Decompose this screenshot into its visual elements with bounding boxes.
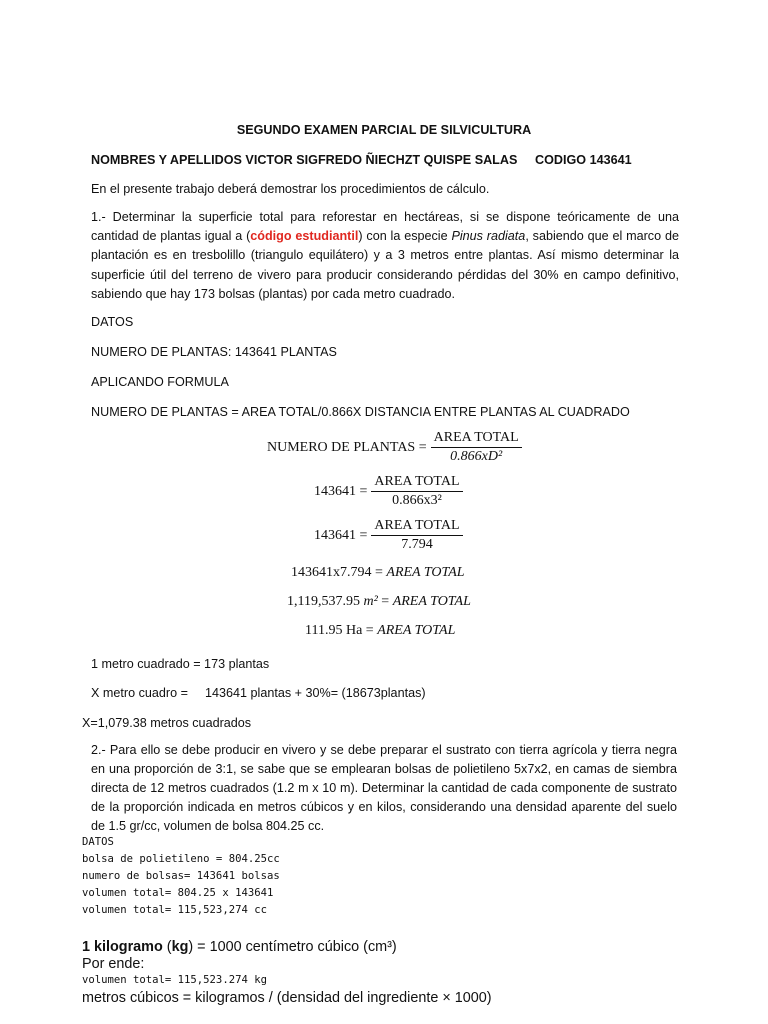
eq6-rhs: AREA TOTAL [377, 623, 456, 638]
datos2-line-1: DATOS [82, 836, 114, 848]
datos2-line-4: volumen total= 804.25 x 143641 [82, 887, 274, 899]
eq2-denominator: 0.866x3² [392, 493, 442, 508]
final-formula: metros cúbicos = kilogramos / (densidad del ingrediente × 1000) [82, 990, 492, 1006]
equation-6 [305, 623, 455, 639]
eq4-lhs: 143641x7.794 = [291, 565, 383, 580]
eq1-numerator: AREA TOTAL [431, 430, 522, 448]
equation-5 [287, 594, 471, 610]
metro-cuadrado: 1 metro cuadrado = 173 plantas [91, 657, 270, 671]
x-metro-value: 143641 plantas + 30%= (18673plantas) [205, 686, 426, 700]
equation-1 [267, 430, 522, 465]
eq1-fraction [431, 430, 522, 465]
eq5-rhs: AREA TOTAL [392, 594, 471, 609]
eq3-denominator: 7.794 [401, 537, 433, 552]
eq5-unit: m² [363, 594, 378, 609]
student-name: NOMBRES Y APELLIDOS VICTOR SIGFREDO ÑIECHZT QUISPE SALAS [91, 153, 518, 167]
datos2-line-5: volumen total= 115,523,274 cc [82, 904, 267, 916]
datos2-line-3: numero de bolsas= 143641 bolsas [82, 870, 280, 882]
kg-bold-1: 1 kilogramo [82, 939, 163, 955]
eq1-denominator: 0.866xD² [450, 449, 503, 464]
x-result: X=1,079.38 metros cuadrados [82, 716, 252, 730]
eq2-numerator: AREA TOTAL [371, 474, 462, 492]
exam-title: SEGUNDO EXAMEN PARCIAL DE SILVICULTURA [236, 123, 532, 137]
question-2: 2.- Para ello se debe producir en vivero y se debe preparar el sustrato con tierra agrícola y tierra negra en una proporción de 3:1, se sabe que se emplearan bolsas de polietileno 5x7x2, en camas de siembra directa de 12 metros cuadrados (1.2 m x 10 m). Determinar la cantidad de cada componente de sustrato de la proporción indicada en metros cúbicos y en kilos, considerando una densidad aparente del suelo de 1.5 gr/cc, volumen de bolsa 804.25 cc. [91, 743, 677, 833]
x-metro-label: X metro cuadro = [91, 686, 188, 700]
numero-plantas: NUMERO DE PLANTAS: 143641 PLANTAS [91, 345, 337, 359]
datos-heading: DATOS [91, 315, 134, 329]
kilogram-definition [82, 938, 397, 956]
eq5-lhs: 1,119,537.95 [287, 594, 360, 609]
student-code: CODIGO 143641 [535, 153, 632, 167]
eq5-equals: = [381, 594, 390, 609]
q1-highlight: código estudiantil [250, 229, 359, 244]
datos2-line-2: bolsa de polietileno = 804.25cc [82, 853, 280, 865]
eq2-lhs: 143641 = [314, 483, 368, 499]
eq3-fraction [371, 518, 462, 553]
equation-2 [314, 474, 463, 509]
q1-species: Pinus radiata [451, 229, 526, 244]
eq3-lhs: 143641 = [314, 527, 368, 543]
formula-text: NUMERO DE PLANTAS = AREA TOTAL/0.866X DISTANCIA ENTRE PLANTAS AL CUADRADO [91, 405, 630, 419]
question-1 [91, 208, 679, 304]
equation-3 [314, 518, 463, 553]
q1-part3: , sabiendo que el marco de plantación es en tresbolillo (triangulo equilátero) y a 3 metros entre plantas. Así mismo determinar la superficie útil del terreno de vivero para producir considerando pérdidas del 30% en campo definitivo, sabiendo que hay 173 bolsas (plantas) por cada metro cuadrado. [91, 229, 679, 301]
intro-text: En el presente trabajo deberá demostrar los procedimientos de cálculo. [91, 182, 490, 196]
eq4-rhs: AREA TOTAL [386, 565, 465, 580]
equation-4 [291, 565, 465, 581]
q1-part1: 1.- Determinar la superficie total para reforestar en hectáreas, si se dispone teóricamente de una cantidad de plantas igual a ( [91, 210, 679, 244]
kg-rest: ) = 1000 centímetro cúbico (cm³) [188, 939, 397, 955]
volumen-kg: volumen total= 115,523.274 kg [82, 974, 267, 986]
eq1-lhs: NUMERO DE PLANTAS = [267, 439, 427, 455]
eq3-numerator: AREA TOTAL [371, 518, 462, 536]
q1-part2: ) con la especie [358, 229, 452, 244]
aplicando-formula: APLICANDO FORMULA [91, 375, 229, 389]
por-ende: Por ende: [82, 956, 145, 972]
kg-bold-2: kg [171, 939, 189, 955]
eq2-fraction [371, 474, 462, 509]
eq6-lhs: 111.95 Ha = [305, 623, 374, 638]
kg-open: ( [162, 939, 172, 955]
